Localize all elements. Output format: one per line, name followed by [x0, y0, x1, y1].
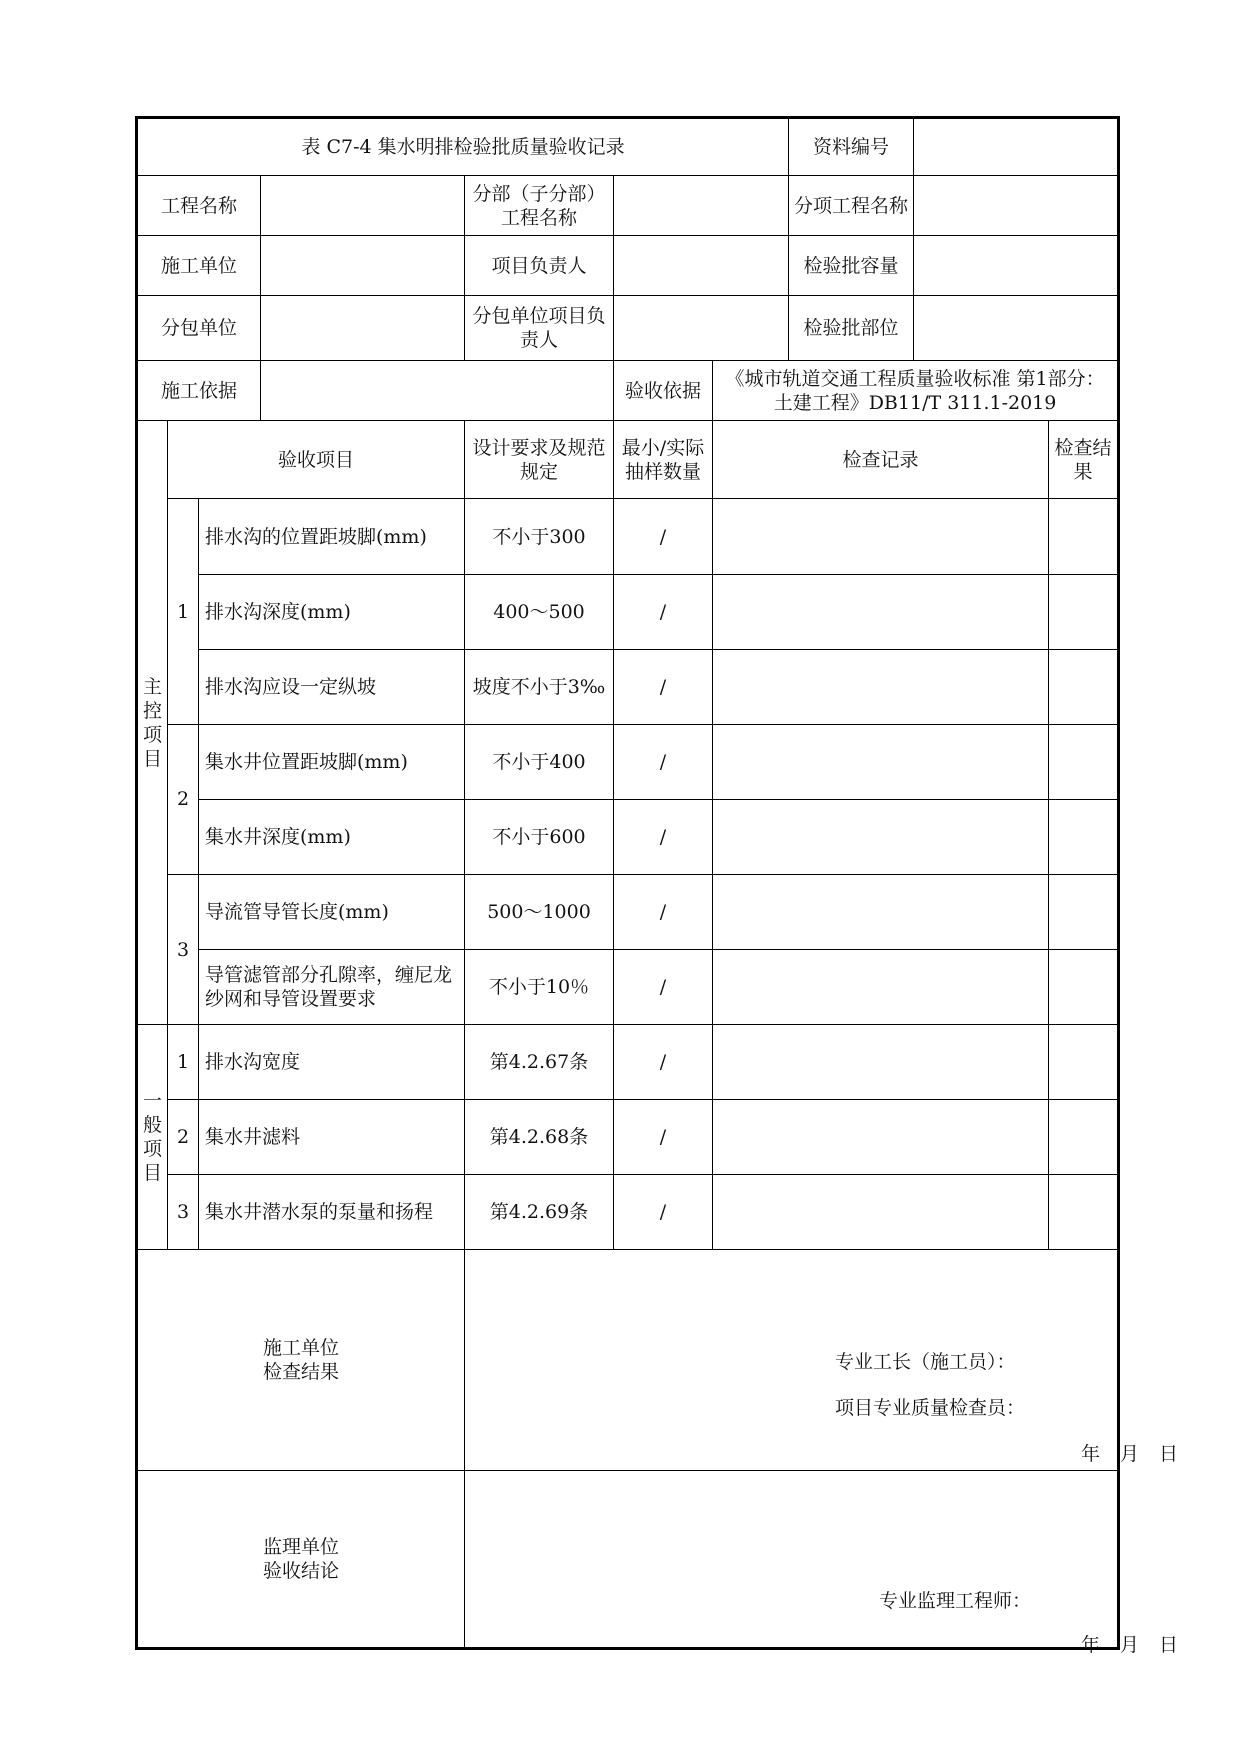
- check-item: 排水沟的位置距坡脚(mm): [199, 499, 465, 574]
- check-record-field[interactable]: [713, 874, 1049, 949]
- main-group-no: 2: [168, 724, 199, 874]
- check-record-field[interactable]: [713, 799, 1049, 874]
- contractor-check-text: 施工单位检查结果: [262, 1337, 339, 1384]
- check-result-field[interactable]: [1049, 874, 1119, 949]
- supervisor-text: 监理单位验收结论: [262, 1535, 339, 1582]
- general-item-no: 1: [168, 1025, 199, 1100]
- construction-basis-field[interactable]: [261, 361, 614, 421]
- sample-count[interactable]: /: [614, 724, 713, 799]
- check-item: 导管滤管部分孔隙率，缠尼龙纱网和导管设置要求: [199, 950, 465, 1025]
- acceptance-basis-value: 《城市轨道交通工程质量验收标准 第1部分：土建工程》DB11/T 311.1-2019: [713, 361, 1119, 421]
- sample-count[interactable]: /: [614, 499, 713, 574]
- project-manager-field[interactable]: [614, 236, 789, 296]
- sub-manager-field[interactable]: [614, 296, 789, 361]
- date-year: 年: [1081, 1443, 1101, 1466]
- main-group-no: 3: [168, 874, 199, 1024]
- sample-count[interactable]: /: [614, 1100, 713, 1175]
- sample-count[interactable]: /: [614, 874, 713, 949]
- foreman-signature-label: 专业工长（施工员）：: [835, 1351, 1016, 1374]
- check-result-field[interactable]: [1049, 1025, 1119, 1100]
- doc-no-field[interactable]: [914, 118, 1119, 176]
- check-record-field[interactable]: [713, 1025, 1049, 1100]
- contractor-check-area[interactable]: [465, 1250, 1179, 1470]
- contractor-check-label: [137, 1250, 465, 1470]
- batch-location-field[interactable]: [914, 296, 1119, 361]
- check-result-field[interactable]: [1049, 950, 1119, 1025]
- design-requirement: 第4.2.69条: [465, 1175, 614, 1250]
- form-title: 表 C7-4 集水明排检验批质量验收记录: [137, 118, 789, 176]
- check-item: 排水沟深度(mm): [199, 574, 465, 649]
- project-name-label: 工程名称: [137, 176, 261, 236]
- sample-count[interactable]: /: [614, 1025, 713, 1100]
- doc-no-label: 资料编号: [789, 118, 914, 176]
- check-record-field[interactable]: [713, 724, 1049, 799]
- col-header-record: 检查记录: [713, 421, 1049, 499]
- check-result-field[interactable]: [1049, 724, 1119, 799]
- col-header-result: 检查结果: [1049, 421, 1119, 499]
- supervisor-label: [137, 1470, 465, 1648]
- engineer-signature-label: 专业监理工程师：: [879, 1589, 1032, 1612]
- subcontractor-label: 分包单位: [137, 296, 261, 361]
- general-item-no: 3: [168, 1175, 199, 1250]
- design-requirement: 第4.2.68条: [465, 1100, 614, 1175]
- design-requirement: 400～500: [465, 574, 614, 649]
- contractor-date: [1081, 1442, 1198, 1466]
- inspection-record-form: [135, 116, 1179, 1656]
- sub-item-label: 分项工程名称: [789, 176, 914, 236]
- sub-item-field[interactable]: [914, 176, 1119, 236]
- batch-location-label: 检验批部位: [789, 296, 914, 361]
- check-record-field[interactable]: [713, 1175, 1049, 1250]
- check-record-field[interactable]: [713, 499, 1049, 574]
- check-record-field[interactable]: [713, 574, 1049, 649]
- general-text: 一般项目: [142, 1090, 162, 1185]
- check-item: 集水井滤料: [199, 1100, 465, 1175]
- main-group-no: 1: [168, 499, 199, 724]
- design-requirement: 不小于600: [465, 799, 614, 874]
- check-item: 排水沟宽度: [199, 1025, 465, 1100]
- acceptance-basis-label: 验收依据: [614, 361, 713, 421]
- check-result-field[interactable]: [1049, 799, 1119, 874]
- check-result-field[interactable]: [1049, 574, 1119, 649]
- col-header-design: 设计要求及规范规定: [465, 421, 614, 499]
- check-result-field[interactable]: [1049, 1175, 1119, 1250]
- sub-manager-label: 分包单位项目负责人: [465, 296, 614, 361]
- check-result-field[interactable]: [1049, 1100, 1119, 1175]
- design-requirement: 不小于400: [465, 724, 614, 799]
- sample-count[interactable]: /: [614, 574, 713, 649]
- batch-capacity-field[interactable]: [914, 236, 1119, 296]
- check-item: 集水井潜水泵的泵量和扬程: [199, 1175, 465, 1250]
- project-manager-label: 项目负责人: [465, 236, 614, 296]
- check-item: 排水沟应设一定纵坡: [199, 649, 465, 724]
- sub-division-field[interactable]: [614, 176, 789, 236]
- col-header-sample: 最小/实际抽样数量: [614, 421, 713, 499]
- check-item: 导流管导管长度(mm): [199, 874, 465, 949]
- date-day: 日: [1159, 1443, 1179, 1466]
- sample-count[interactable]: /: [614, 799, 713, 874]
- design-requirement: 500～1000: [465, 874, 614, 949]
- check-record-field[interactable]: [713, 1100, 1049, 1175]
- check-record-field[interactable]: [713, 649, 1049, 724]
- subcontractor-field[interactable]: [261, 296, 465, 361]
- date-year: 年: [1081, 1633, 1101, 1656]
- sample-count[interactable]: /: [614, 649, 713, 724]
- design-requirement: 不小于10％: [465, 950, 614, 1025]
- date-month: 月: [1120, 1633, 1140, 1656]
- check-result-field[interactable]: [1049, 649, 1119, 724]
- check-item: 集水井位置距坡脚(mm): [199, 724, 465, 799]
- check-item: 集水井深度(mm): [199, 799, 465, 874]
- project-name-field[interactable]: [261, 176, 465, 236]
- contractor-field[interactable]: [261, 236, 465, 296]
- general-label: [137, 1025, 168, 1250]
- main-control-label: [137, 421, 168, 1025]
- check-record-field[interactable]: [713, 950, 1049, 1025]
- supervisor-date: [1081, 1633, 1198, 1657]
- construction-basis-label: 施工依据: [137, 361, 261, 421]
- sample-count[interactable]: /: [614, 1175, 713, 1250]
- inspector-signature-label: 项目专业质量检查员：: [835, 1397, 1026, 1420]
- general-item-no: 2: [168, 1100, 199, 1175]
- col-header-item: 验收项目: [168, 421, 465, 499]
- main-control-text: 主控项目: [142, 675, 162, 770]
- date-day: 日: [1159, 1633, 1179, 1656]
- contractor-label: 施工单位: [137, 236, 261, 296]
- design-requirement: 第4.2.67条: [465, 1025, 614, 1100]
- design-requirement: 不小于300: [465, 499, 614, 574]
- sample-count[interactable]: /: [614, 950, 713, 1025]
- supervisor-area[interactable]: [465, 1470, 1179, 1656]
- design-requirement: 坡度不小于3‰: [465, 649, 614, 724]
- check-result-field[interactable]: [1049, 499, 1119, 574]
- batch-capacity-label: 检验批容量: [789, 236, 914, 296]
- date-month: 月: [1120, 1443, 1140, 1466]
- sub-division-label: 分部（子分部）工程名称: [465, 176, 614, 236]
